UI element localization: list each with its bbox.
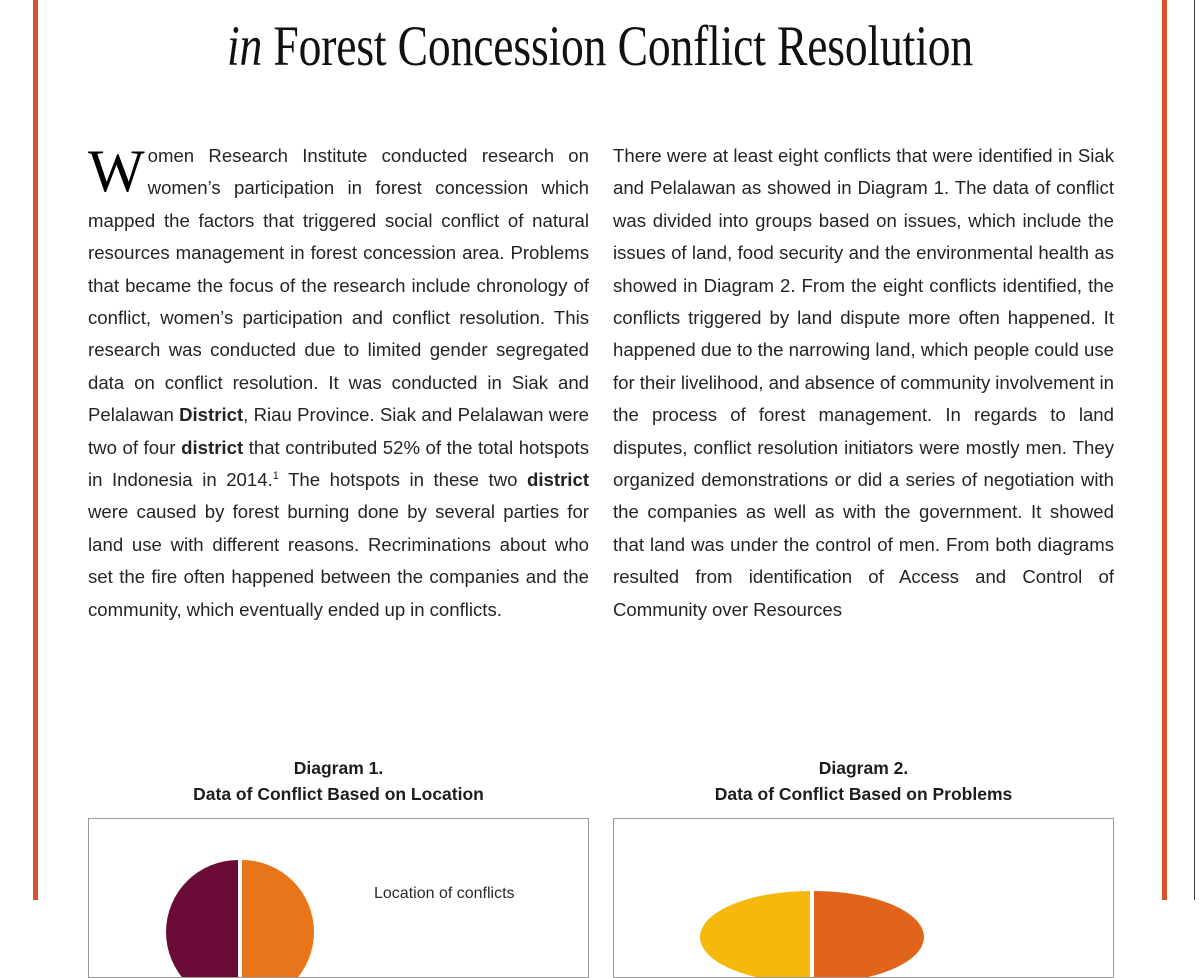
diagram-1 [88,755,589,978]
page-content [38,0,1162,900]
pie-2-groups [700,891,924,978]
pie-chart-1 [125,857,355,978]
page-title [38,0,1162,78]
title-line-clipped [150,0,1049,16]
pie-slice-pelalawan [242,860,314,978]
article-columns [88,140,1114,626]
paragraph-left-text: omen Research Institute conducted research on women’s participation in forest concession which mapped the factors that triggered social con​flict of natural resources management in forest con​cession area. Problems that became the focus of the research include chronology of conflict, women’s participation and conflict resolution. This research was conducted due to limited gender segregated data on conflict resolution. It was conducted in Siak and Pelalawan District, Riau Province. Siak and Pelalawan were two of four district that contributed 52% of the total hotspots in Indonesia in 2014.$^1$ The hotspots in these two district were caused by forest burning done by several parties for land use with different reasons. Recriminations about who set the fire often happen​ed between the companies and the community, which eventually ended up in conflicts. [88,145,590,620]
page-rule-right [1162,0,1167,900]
title-rest: Forest Concession Conflict Resolution [262,15,973,78]
diagram-2 [613,755,1114,978]
diagram-1-label: Diagram 1. [293,758,384,778]
pie-chart-2-svg [692,877,932,978]
pie-slice-food-security [814,891,924,978]
title-italic-word: in [227,15,263,78]
diagram-2-label: Diagram 2. [818,758,909,778]
title-line-main [150,16,1049,78]
emphasis-district-3: district [527,469,590,491]
diagram-1-legend [374,883,515,911]
diagram-1-subtitle: Data of Conflict Based on Location [193,784,484,804]
drop-cap: W [88,138,145,204]
paragraph-left [88,140,589,626]
pie-chart-2 [692,877,932,978]
diagram-2-subtitle: Data of Conflict Based on Problems [714,784,1013,804]
legend-row-location [374,883,515,905]
diagram-2-chart [613,818,1114,978]
footnote-marker: 1 [272,469,279,482]
paragraph-right: There were at least eight conflicts that were identified in Siak and Pelalawan as showed in Diagram 1. The data of conflict was divided into groups based on issues, which include the issues of land, food security and the environmental health as showed in Diagram 2. From the eight conflicts identified, the conflicts triggered by land dispute more often happened. It happened due to the narrowing land, which people could use for their livelihood, and absence of community involvement in the process of forest management. In regards to land disputes, conflict resolution initiators were mostly men. They organized demonstrations or did a series of negotiation with the companies as well as with the government. It showed that land was under the control of men. From both diagrams resulted from identification of Access and Control of Community over Resources [613,145,1114,620]
pie-chart-1-svg [125,857,355,978]
emphasis-district-2: district [181,436,244,458]
column-right [613,140,1114,626]
emphasis-district-1: District [179,404,244,426]
column-left [88,140,589,626]
page-edge-right [1194,0,1195,900]
diagrams-row [88,755,1114,978]
pie-slice-siak [166,860,238,978]
legend-label-location: Location of conflicts [374,885,515,902]
pie-slice-land [700,891,810,978]
diagram-1-chart [88,818,589,978]
